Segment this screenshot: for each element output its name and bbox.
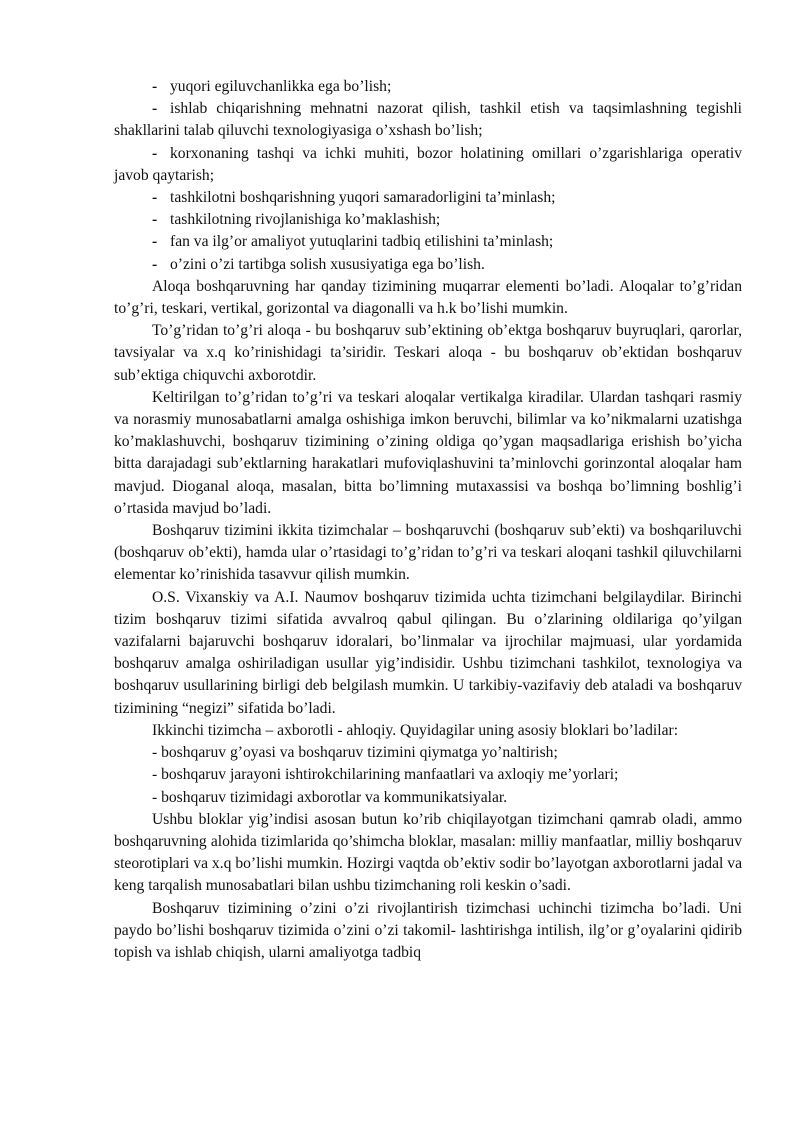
list-item-text: fan va ilg’or amaliyot yutuqlarini tadbiq etilishini ta’minlash; (170, 233, 554, 251)
list-item (114, 187, 742, 209)
bullet-dash: - (152, 100, 158, 118)
list-item-text: tashkilotning rivojlanishiga ko’maklashish; (170, 211, 441, 229)
bullet-dash: - (152, 255, 158, 273)
document-page (114, 76, 742, 964)
list-item: - boshqaruv jarayoni ishtirokchilarining manfaatlari va axloqiy me’yorlari; (152, 766, 619, 784)
paragraph: Keltirilgan to’g’ridan to’g’ri va teskari aloqalar vertikalga kiradilar. Ulardan tashqari rasmiy va norasmiy munosabatlarni amalga oshishiga imkon beruvchi, bilimlar va ko’nikmalarni uzatishga ko’maklashuvchi, boshqaruv tizimining o’zining oldiga qo’ygan maqsadlariga erishish bo’yicha bitta darajadagi sub’ektlarning harakatlari mufoviqlashuvini ta’minlovchi gorinzontal aloqalar ham mavjud. Dioganal aloqa, masalan, bitta bo’limning mutaxassisi va boshqa bo’limning boshlig’i o’rtasida mavjud bo’ladi. (114, 388, 742, 517)
list-item-text: ishlab chiqarishning mehnatni nazorat qilish, tashkil etish va taqsimlashning tegishli shakllarini talab qiluvchi texnologiyasiga o’xshash bo’lish; (114, 100, 742, 140)
paragraph: O.S. Vixanskiy va A.I. Naumov boshqaruv tizimida uchta tizimchani belgilaydilar. Birinchi tizim boshqaruv tizimi sifatida avvalroq qabul qilingan. Bu o’zlarining oldilariga qo’yilgan vazifalarni bajaruvchi boshqaruv idoralari, bo’linmalar va ijrochilar majmuasi, ular yordamida boshqaruv amalga oshiriladigan usullar yig’indisidir. Ushbu tizimchani tashkilot, texnologiya va boshqaruv usullarining birligi deb belgilash mumkin. U tarkibiy-vazifaviy deb ataladi va boshqaruv tizimining “negizi” sifatida bo’ladi. (114, 588, 742, 717)
list-item (114, 231, 742, 253)
list-item: - boshqaruv g’oyasi va boshqaruv tizimini qiymatga yo’naltirish; (152, 744, 558, 762)
paragraph: Boshqaruv tizimini ikkita tizimchalar – boshqaruvchi (boshqaruv sub’ekti) va boshqariluvchi (boshqaruv ob’ekti), hamda ular o’rtasidagi to’g’ridan to’g’ri va teskari aloqani tashkil qiluvchilarni elementar ko’rinishida tasavvur qilish mumkin. (114, 522, 742, 584)
bullet-dash: - (152, 211, 158, 229)
bullet-dash: - (152, 233, 158, 251)
paragraph: Aloqa boshqaruvning har qanday tizimining muqarrar elementi bo’ladi. Aloqalar to’g’ridan to’g’ri, teskari, vertikal, gorizontal va diagonalli va h.k bo’lishi mumkin. (114, 277, 742, 318)
list-item-text: o’zini o’zi tartibga solish xususiyatiga ega bo’lish. (170, 255, 485, 273)
list-item (114, 98, 742, 142)
list-item (114, 143, 742, 187)
bullet-dash: - (152, 144, 158, 162)
list-item (114, 209, 742, 231)
paragraph: To’g’ridan to’g’ri aloqa - bu boshqaruv sub’ektining ob’ektga boshqaruv buyruqlari, qarorlar, tavsiyalar va x.q ko’rinishidagi ta’siridir. Teskari aloqa - bu boshqaruv ob’ektidan boshqaruv sub’ektiga chiquvchi axborotdir. (114, 322, 742, 384)
list-item-text: yuqori egiluvchanlikka ega bo’lish; (170, 78, 392, 95)
list-item-text: korxonaning tashqi va ichki muhiti, bozor holatining omillari o’zgarishlariga operativ javob qaytarish; (114, 144, 742, 184)
list-item (114, 76, 742, 98)
list-item: - boshqaruv tizimidagi axborotlar va kommunikatsiyalar. (152, 788, 508, 806)
paragraph: Ikkinchi tizimcha – axborotli - ahloqiy. Quyidagilar uning asosiy bloklari bo’ladilar: (152, 721, 679, 739)
bullet-dash: - (152, 78, 158, 95)
list-item (114, 254, 742, 276)
paragraph: Boshqaruv tizimining o’zini o’zi rivojlantirish tizimchasi uchinchi tizimcha bo’ladi. Uni paydo bo’lishi boshqaruv tizimida o’zini o’zi takomil- lashtirishga intilish, ilg’or g’oyalarini qidirib topish va ishlab chiqish, ularni amaliyotga tadbiq (114, 899, 742, 961)
paragraph: Ushbu bloklar yig’indisi asosan butun ko’rib chiqilayotgan tizimchani qamrab oladi, ammo boshqaruvning alohida tizimlarida qo’shimcha bloklar, masalan: milliy manfaatlar, milliy boshqaruv steorotiplari va x.q bo’lishi mumkin. Hozirgi vaqtda ob’ektiv sodir bo’layotgan axborotlarni jadal va keng tarqalish munosabatlari bilan ushbu tizimchaning roli keskin o’sadi. (114, 810, 742, 895)
list-item-text: tashkilotni boshqarishning yuqori samaradorligini ta’minlash; (170, 189, 556, 207)
bullet-dash: - (152, 189, 158, 207)
